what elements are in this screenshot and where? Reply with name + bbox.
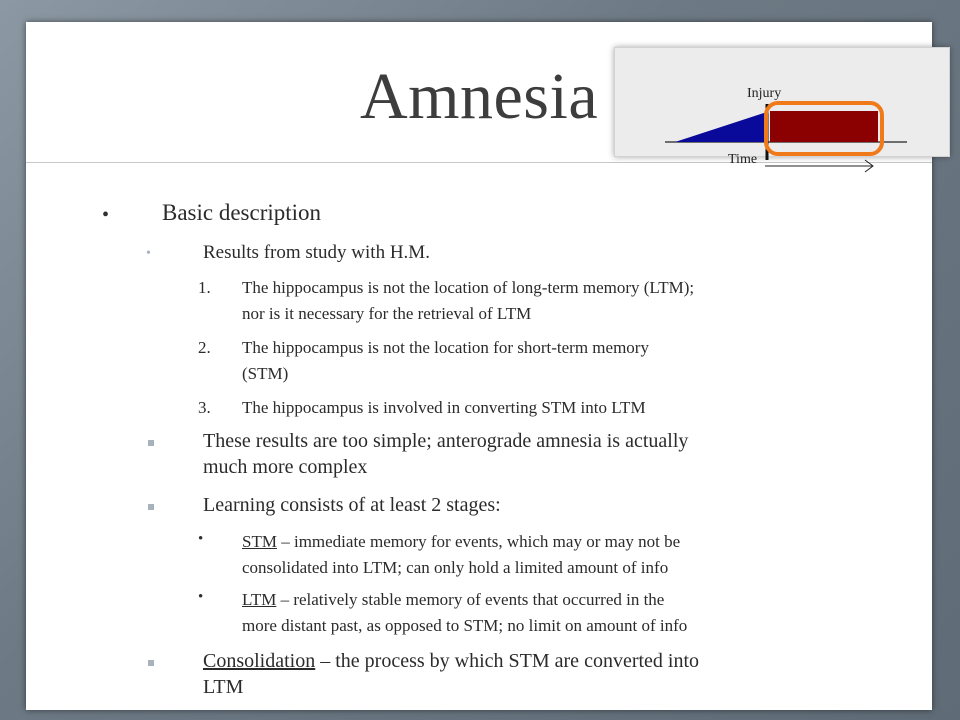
stm-term: STM xyxy=(242,532,277,551)
square-bullet xyxy=(148,440,154,446)
point-too-simple-line1: These results are too simple; anterograde amnesia is actually xyxy=(203,430,689,452)
ltm-term: LTM xyxy=(242,590,277,609)
title-divider xyxy=(26,162,932,163)
stm-definition-line1 xyxy=(242,530,680,554)
consolidation-line2: LTM xyxy=(203,676,244,698)
post-injury-block xyxy=(770,111,878,142)
ltm-definition-line1 xyxy=(242,588,664,612)
point-too-simple-line2: much more complex xyxy=(203,456,368,478)
consolidation-rest: – the process by which STM are converted into xyxy=(315,650,700,672)
amnesia-timeline-diagram xyxy=(614,47,950,167)
list-item-number: 2. xyxy=(198,338,211,357)
time-label: Time xyxy=(728,152,758,167)
consolidation-term: Consolidation xyxy=(203,650,316,672)
square-bullet xyxy=(148,504,154,510)
list-item-line: The hippocampus is involved in converting STM into LTM xyxy=(242,398,646,417)
bullet-dot: • xyxy=(198,589,204,605)
stm-definition-line2: consolidated into LTM; can only hold a limited amount of info xyxy=(242,558,669,577)
list-item-number: 1. xyxy=(198,278,211,297)
stm-definition-rest: – immediate memory for events, which may or may not be xyxy=(276,532,681,551)
point-stages: Learning consists of at least 2 stages: xyxy=(203,494,501,516)
bullet-dot: • xyxy=(146,246,151,261)
list-item-line: nor is it necessary for the retrieval of LTM xyxy=(242,304,532,323)
bullet-dot: • xyxy=(198,531,204,547)
ltm-definition-rest: – relatively stable memory of events that occurred in the xyxy=(276,590,665,609)
ltm-definition-line2: more distant past, as opposed to STM; no limit on amount of info xyxy=(242,616,688,635)
consolidation-line1 xyxy=(203,648,699,674)
list-item-number: 3. xyxy=(198,398,211,417)
injury-label: Injury xyxy=(747,86,782,101)
heading-basic-description: Basic description xyxy=(162,200,322,225)
list-item-line: The hippocampus is not the location for short-term memory xyxy=(242,338,649,357)
sub-heading-results: Results from study with H.M. xyxy=(203,242,430,263)
list-item-line: The hippocampus is not the location of long-term memory (LTM); xyxy=(242,278,695,297)
bullet-dot: • xyxy=(102,204,110,226)
pre-injury-memory-wedge xyxy=(675,112,767,142)
slide xyxy=(26,22,932,710)
slide-title: Amnesia xyxy=(360,60,599,133)
list-item-line: (STM) xyxy=(242,364,289,383)
square-bullet xyxy=(148,660,154,666)
